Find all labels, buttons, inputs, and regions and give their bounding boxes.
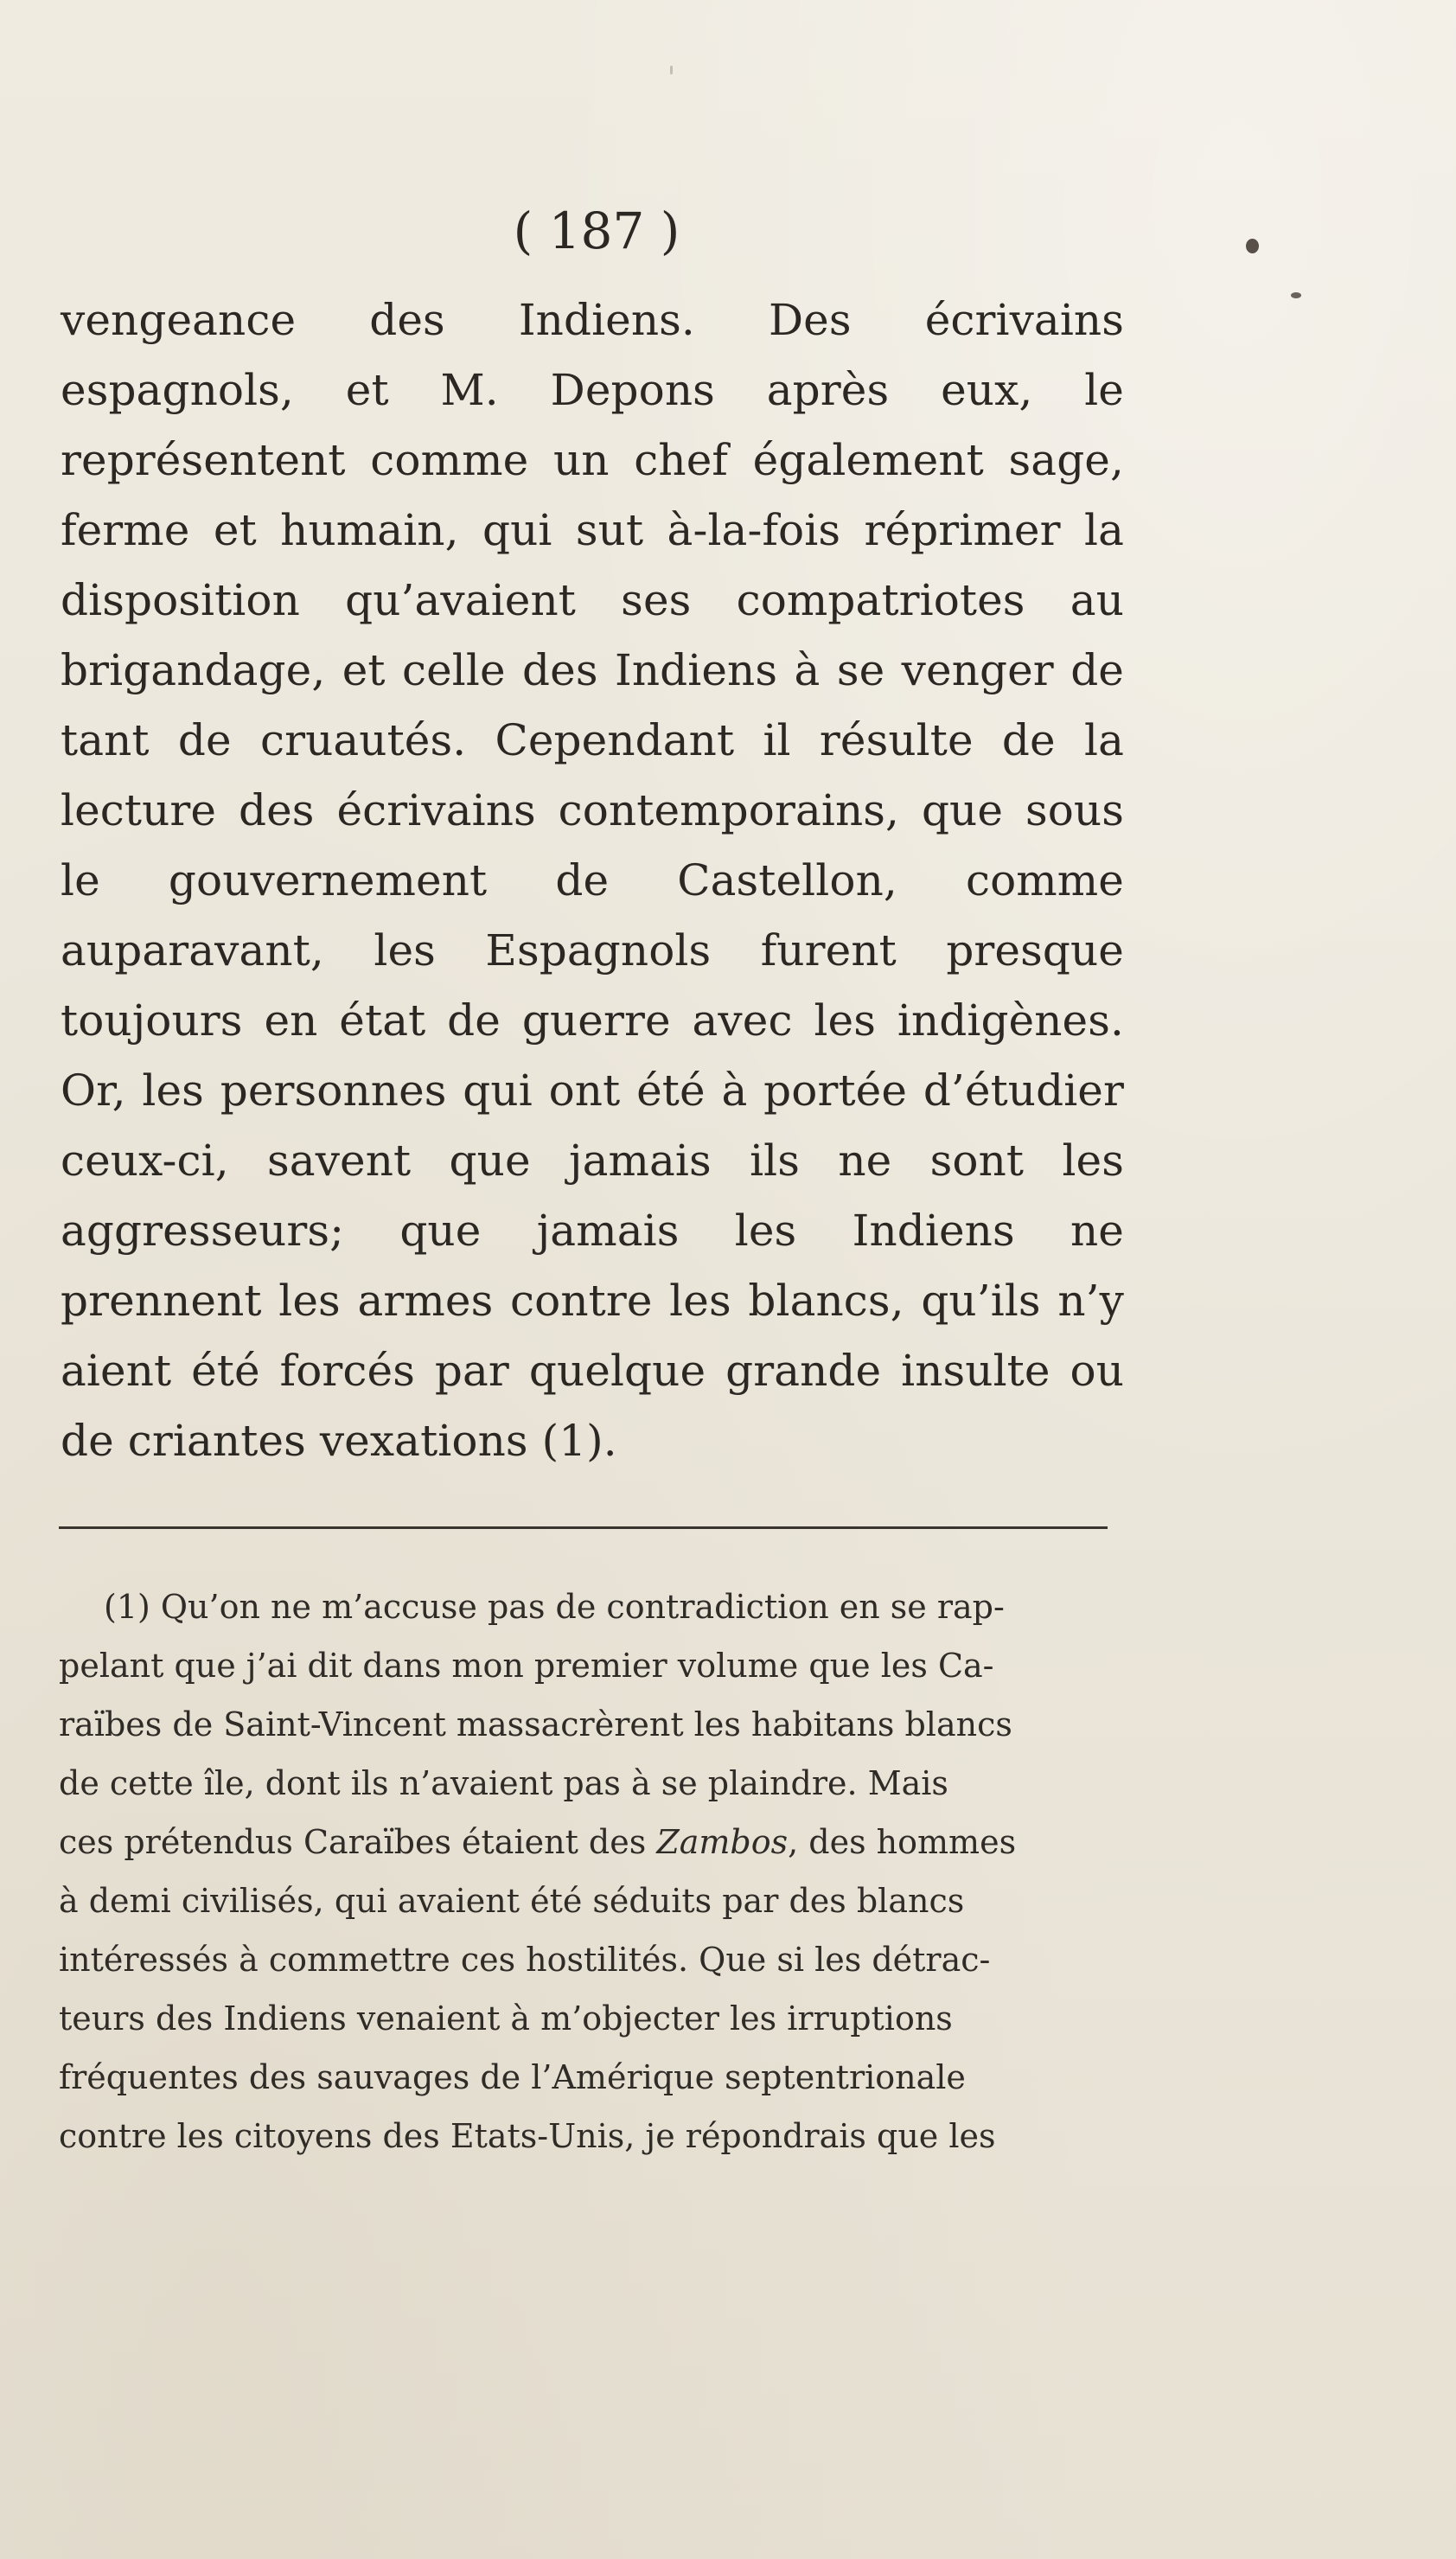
footnote-line: de cette île, dont ils n’avaient pas à se plaindre. Mais xyxy=(59,1764,948,1802)
paper-mark xyxy=(670,66,673,74)
footnote-line: raïbes de Saint-Vincent massacrèrent les habitans blancs xyxy=(59,1705,1012,1743)
footnote-line-part: ces prétendus Caraïbes étaient des xyxy=(59,1823,657,1861)
footnote xyxy=(59,1577,1122,2166)
footnote-line-part: , des hommes xyxy=(788,1823,1017,1861)
main-body-text: vengeance des Indiens. Des écrivains espagnols, et M. Depons après eux, le représentent comme un chef également sage, ferme et humain, qui sut à-la-fois réprimer la disposition qu’avaient ses compatriotes au brigandage, et celle des Indiens à se venger de tant de cruautés. Cependant il résulte de la lecture des écrivains contemporains, que sous le gouvernement de Castellon, comme auparavant, les Espagnols furent presque toujours en état de guerre avec les indigènes. Or, les personnes qui ont été à portée d’étudier ceux-ci, savent que jamais ils ne sont les aggresseurs; que jamais les Indiens ne prennent les armes contre les blancs, qu’ils n’y aient été forcés par quelque grande insulte ou de criantes vexations (1). xyxy=(61,295,1124,1466)
footnote-line xyxy=(59,1813,1122,1871)
footnote-line: pelant que j’ai dit dans mon premier volume que les Ca- xyxy=(59,1647,994,1685)
ink-speck xyxy=(1291,292,1301,298)
footnote-italic-word: Zambos xyxy=(656,1823,789,1861)
ink-speck xyxy=(1246,239,1259,253)
footnote-line: contre les citoyens des Etats-Unis, je répondrais que les xyxy=(59,2117,996,2155)
footnote-line: intéressés à commettre ces hostilités. Que si les détrac- xyxy=(59,1941,991,1979)
footnote-divider xyxy=(59,1526,1108,1529)
page-number: ( 187 ) xyxy=(513,202,680,260)
footnote-line: teurs des Indiens venaient à m’objecter les irruptions xyxy=(59,1999,953,2038)
footnote-line: à demi civilisés, qui avaient été séduits par des blancs xyxy=(59,1882,965,1920)
footnote-line: (1) Qu’on ne m’accuse pas de contradiction en se rap- xyxy=(104,1588,1005,1626)
footnote-line: fréquentes des sauvages de l’Amérique septentrionale xyxy=(59,2058,966,2096)
